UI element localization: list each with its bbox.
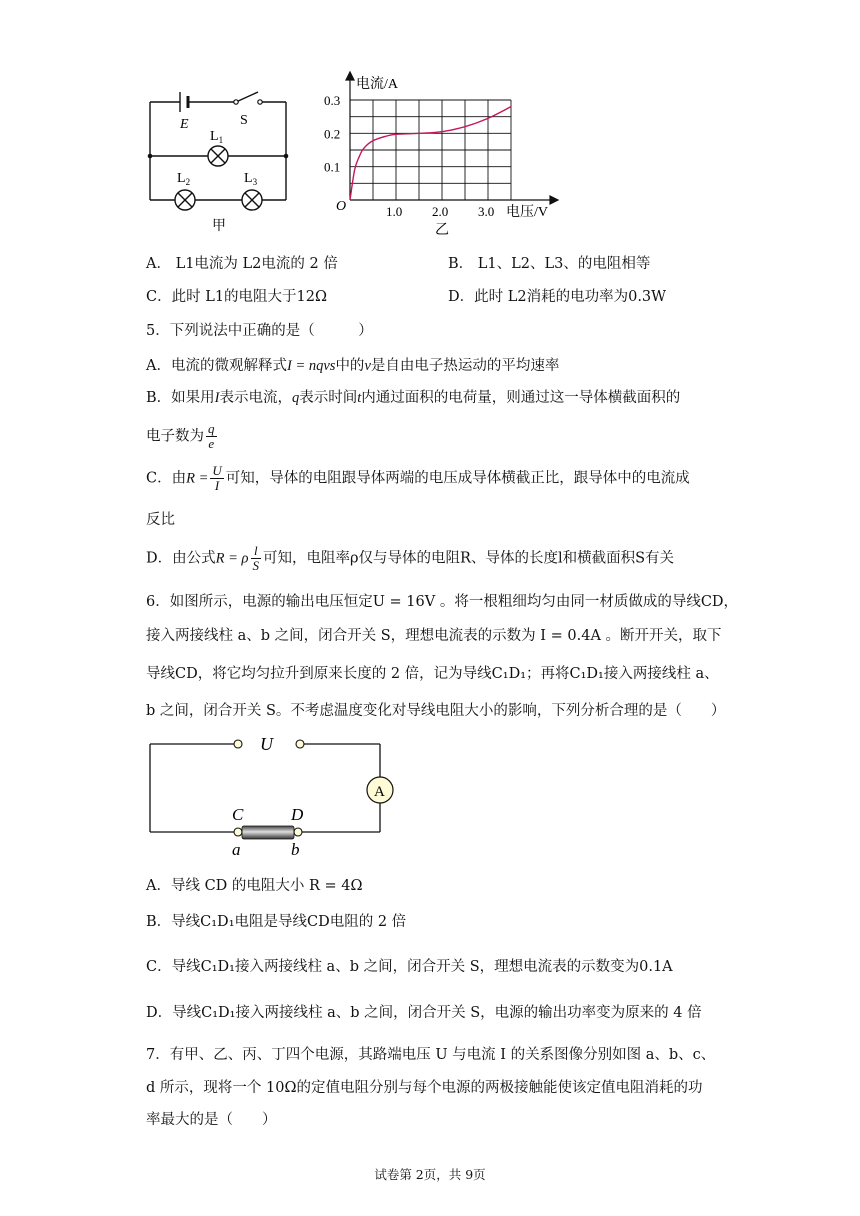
q4-option-a[interactable]: A． L1电流为 L2电流的 2 倍 bbox=[146, 256, 338, 272]
label-S: S bbox=[240, 113, 248, 128]
q6-option-b[interactable]: B．导线C₁D₁电阻是导线CD电阻的 2 倍 bbox=[146, 914, 407, 930]
page-footer: 试卷第 2页，共 9页 bbox=[374, 1167, 486, 1182]
label-C: C bbox=[232, 805, 244, 824]
label-U: U bbox=[260, 734, 273, 754]
q4-option-c[interactable]: C．此时 L1的电阻大于12Ω bbox=[146, 289, 328, 305]
q5-a-text: A．电流的微观解释式 bbox=[146, 358, 287, 374]
q5-option-c-line1[interactable] bbox=[146, 464, 690, 498]
label-L2-sub: 2 bbox=[185, 177, 191, 187]
q6-stem-line1: 6．如图所示，电源的输出电压恒定U = 16V 。将一根粗细均匀由同一材质做成的导线CD， bbox=[146, 594, 739, 610]
q7-stem-line2: d 所示，现将一个 10Ω的定值电阻分别与每个电源的两极接触能使该定值电阻消耗的功 bbox=[146, 1080, 703, 1096]
label-L1: L bbox=[210, 129, 219, 144]
q5-b-pre: B．如果用 bbox=[146, 390, 215, 406]
x-axis-label: 电压/V bbox=[506, 205, 548, 220]
chart-yi bbox=[318, 70, 568, 240]
svg-text:L2 bbox=[177, 171, 190, 187]
y-tick-label: 0.2 bbox=[324, 126, 341, 142]
caption-yi: 乙 bbox=[435, 223, 449, 238]
q5-option-d[interactable] bbox=[146, 544, 674, 578]
q5-b-mid: 表示电流， bbox=[219, 390, 292, 406]
q6-stem-line2: 接入两接线柱 a、b 之间，闭合开关 S，理想电流表的示数为 I = 0.4A 。断开开关，取下 bbox=[146, 628, 722, 644]
q5-b-I: I bbox=[214, 390, 220, 406]
caption-jia: 甲 bbox=[212, 219, 226, 234]
label-a: a bbox=[232, 840, 241, 859]
q5-d-pre: D．由公式 bbox=[146, 550, 216, 567]
q6-option-d[interactable]: D．导线C₁D₁接入两接线柱 a、b 之间，闭合开关 S，电源的输出功率变为原来的 4 倍 bbox=[146, 1005, 702, 1021]
q7-stem-line1: 7．有甲、乙、丙、丁四个电源，其路端电压 U 与电流 I 的关系图像分别如图 a、b、c、 bbox=[146, 1047, 716, 1063]
q5-b-q: q bbox=[292, 390, 300, 406]
q5-b2-frac: $\frac{q}{e}$ bbox=[208, 421, 215, 451]
q6-option-c[interactable]: C．导线C₁D₁接入两接线柱 a、b 之间，闭合开关 S，理想电流表的示数变为0.1A bbox=[146, 959, 673, 975]
q5-a-post: 是自由电子热运动的平均速率 bbox=[370, 358, 560, 374]
label-L1-sub: 1 bbox=[218, 135, 224, 145]
q4-option-d[interactable]: D．此时 L2消耗的电功率为0.3W bbox=[448, 289, 667, 305]
q5-c-post: 可知，导体的电阻跟导体两端的电压成导体横截正比，跟导体中的电流成 bbox=[225, 470, 690, 487]
q5-b-post: 内通过面积的电荷量，则通过这一导体横截面积的 bbox=[361, 390, 681, 406]
label-L2: L bbox=[177, 171, 186, 186]
q5-c-pre: C．由 bbox=[146, 470, 187, 487]
q5-stem: 5．下列说法中正确的是（ ） bbox=[146, 323, 373, 339]
q5-option-a[interactable] bbox=[146, 356, 559, 376]
iu-curve bbox=[350, 107, 511, 200]
q5-d-post: 可知，电阻率ρ仅与导体的电阻R、导体的长度l和横截面积S有关 bbox=[263, 550, 675, 567]
y-axis-label: 电流/A bbox=[356, 77, 398, 92]
label-L3: L bbox=[244, 171, 253, 186]
q5-c-frac: $\frac{U}{I}$ bbox=[212, 463, 222, 493]
label-A: A bbox=[374, 784, 385, 800]
svg-text:L1 bbox=[210, 129, 223, 145]
origin-label: O bbox=[336, 199, 347, 214]
q5-c-R: R = bbox=[186, 470, 209, 487]
q5-d-frac: $\frac{l}{S}$ bbox=[252, 543, 259, 573]
label-L3-sub: 3 bbox=[252, 177, 258, 187]
q5-b-mid2: 表示时间 bbox=[299, 390, 358, 406]
y-tick-label: 0.1 bbox=[324, 159, 341, 175]
q5-option-b-line1[interactable] bbox=[146, 388, 680, 408]
x-tick-label: 2.0 bbox=[432, 204, 449, 219]
q7-stem-line3: 率最大的是（ ） bbox=[146, 1112, 277, 1128]
label-E: E bbox=[180, 117, 189, 132]
q5-a-v: v bbox=[364, 358, 371, 374]
q5-a-formula: I = nqvs bbox=[286, 358, 336, 374]
q6-stem-line3: 导线CD，将它均匀拉升到原来长度的 2 倍，记为导线C₁D₁；再将C₁D₁接入两接线柱 a、 bbox=[146, 666, 719, 682]
q6-stem-line4: b 之间，闭合开关 S。不考虑温度变化对导线电阻大小的影响，下列分析合理的是（ ） bbox=[146, 703, 726, 719]
q5-option-c-line2: 反比 bbox=[146, 512, 175, 528]
q5-option-b-line2 bbox=[146, 422, 219, 456]
x-tick-label: 3.0 bbox=[478, 204, 495, 219]
svg-text:L3 bbox=[244, 171, 258, 187]
label-D: D bbox=[291, 805, 304, 824]
circuit-q6 bbox=[140, 732, 410, 862]
x-tick-label: 1.0 bbox=[386, 204, 403, 219]
q5-b2-pre: 电子数为 bbox=[146, 428, 204, 445]
circuit-jia bbox=[140, 80, 310, 240]
q5-b-t: t bbox=[357, 390, 362, 406]
q5-d-R: R = ρ bbox=[215, 550, 249, 567]
q6-option-a[interactable]: A．导线 CD 的电阻大小 R = 4Ω bbox=[146, 878, 363, 894]
y-tick-label: 0.3 bbox=[324, 93, 341, 108]
label-b: b bbox=[291, 840, 300, 859]
q5-a-mid: 中的 bbox=[335, 358, 365, 374]
q4-option-b[interactable]: B． L1、L2、L3、的电阻相等 bbox=[448, 256, 651, 272]
